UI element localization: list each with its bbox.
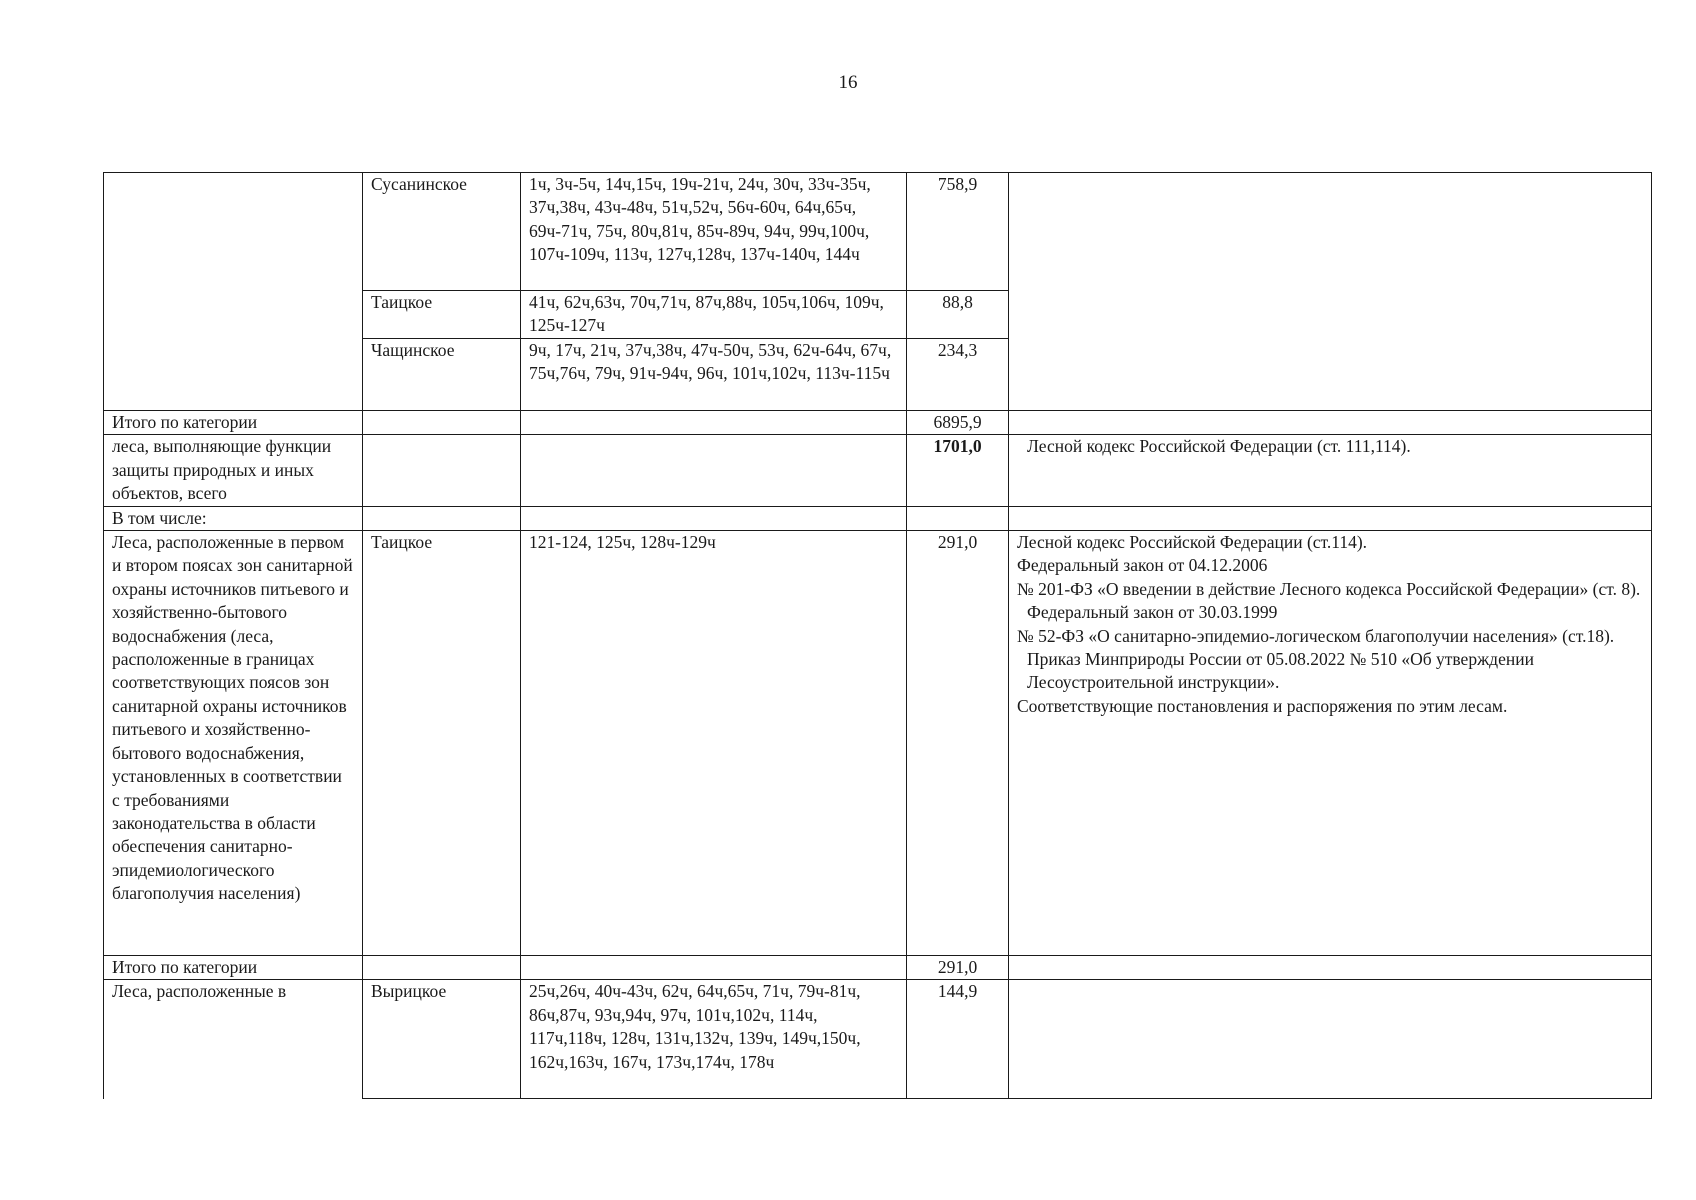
category-cell: Леса, расположенные в [104,980,363,1099]
forestry-cell: Сусанинское [363,173,521,291]
forestry-cell: Вырицкое [363,980,521,1099]
docs-cell-empty [1009,956,1652,980]
area-cell: 234,3 [907,339,1009,411]
docs-cell-empty [1009,980,1652,1099]
forestry-cell: Чащинское [363,339,521,411]
docs-cell-empty [1009,506,1652,530]
quarters-cell: 41ч, 62ч,63ч, 70ч,71ч, 87ч,88ч, 105ч,106ч, 109ч, 125ч-127ч [521,291,907,339]
forest-categories-table [103,172,1652,1099]
category-cell: Леса, расположенные в первом и втором поясах зон санитарной охраны источников питьевого и хозяйственно-бытового водоснабжения (леса, расположенные в границах соответствующих поясов зон санитарной охраны источников питьевого и хозяйственно-бытового водоснабжения, установленных в соответствии с требованиями законодательства в области обеспечения санитарно-эпидемиологического благополучия населения) [104,531,363,956]
quarters-cell-empty [521,506,907,530]
quarters-cell-empty [521,435,907,506]
area-cell: 291,0 [907,531,1009,956]
area-cell: 758,9 [907,173,1009,291]
forestry-cell-empty [363,506,521,530]
table-row [104,435,1652,506]
table-row [104,506,1652,530]
quarters-cell-empty [521,411,907,435]
docs-cell [1009,531,1652,956]
forestry-cell-empty [363,956,521,980]
docs-cell-empty [1009,411,1652,435]
docs-cell-empty [1009,173,1652,411]
quarters-cell: 9ч, 17ч, 21ч, 37ч,38ч, 47ч-50ч, 53ч, 62ч-64ч, 67ч, 75ч,76ч, 79ч, 91ч-94ч, 96ч, 101ч,102ч, 113ч-115ч [521,339,907,411]
quarters-cell: 121-124, 125ч, 128ч-129ч [521,531,907,956]
quarters-cell: 25ч,26ч, 40ч-43ч, 62ч, 64ч,65ч, 71ч, 79ч-81ч, 86ч,87ч, 93ч,94ч, 97ч, 101ч,102ч, 114ч, 117ч,118ч, 128ч, 131ч,132ч, 139ч, 149ч,150ч, 162ч,163ч, 167ч, 173ч,174ч, 178ч [521,980,907,1099]
quarters-cell-empty [521,956,907,980]
doc-line: Приказ Минприроды России от 05.08.2022 № 510 «Об утверждении Лесоустроительной инструкции». [1027,649,1534,693]
docs-cell [1009,435,1652,506]
quarters-cell: 1ч, 3ч-5ч, 14ч,15ч, 19ч-21ч, 24ч, 30ч, 33ч-35ч, 37ч,38ч, 43ч-48ч, 51ч,52ч, 56ч-60ч, 64ч,65ч, 69ч-71ч, 75ч, 80ч,81ч, 85ч-89ч, 94ч, 99ч,100ч, 107ч-109ч, 113ч, 127ч,128ч, 137ч-140ч, 144ч [521,173,907,291]
forestry-cell-empty [363,435,521,506]
table-row [104,980,1652,1099]
doc-line: Федеральный закон от 04.12.2006 [1017,555,1268,576]
category-cell-empty [104,173,363,411]
page-number: 16 [838,72,858,93]
area-cell: 291,0 [907,956,1009,980]
forestry-cell: Таицкое [363,291,521,339]
table-row [104,411,1652,435]
category-cell: В том числе: [104,506,363,530]
area-cell: 88,8 [907,291,1009,339]
forestry-cell-empty [363,411,521,435]
forestry-cell: Таицкое [363,531,521,956]
category-cell: Итого по категории [104,411,363,435]
category-cell: леса, выполняющие функции защиты природных и иных объектов, всего [104,435,363,506]
table-row [104,173,1652,291]
doc-line: № 201-ФЗ «О введении в действие Лесного кодекса Российской Федерации» (ст. 8). [1017,578,1641,599]
doc-line: Лесной кодекс Российской Федерации (ст.114). [1017,532,1368,553]
area-cell: 6895,9 [907,411,1009,435]
doc-line: Соответствующие постановления и распоряжения по этим лесам. [1017,695,1508,716]
area-cell: 144,9 [907,980,1009,1099]
table-row [104,531,1652,956]
category-cell: Итого по категории [104,956,363,980]
area-cell-empty [907,506,1009,530]
area-cell: 1701,0 [907,435,1009,506]
docs-text: Лесной кодекс Российской Федерации (ст. 111,114). [1027,436,1411,457]
table-row [104,956,1652,980]
doc-line: Федеральный закон от 30.03.1999 [1027,602,1278,623]
doc-line: № 52-ФЗ «О санитарно-эпидемио-логическом благополучии населения» (ст.18). [1017,625,1615,646]
